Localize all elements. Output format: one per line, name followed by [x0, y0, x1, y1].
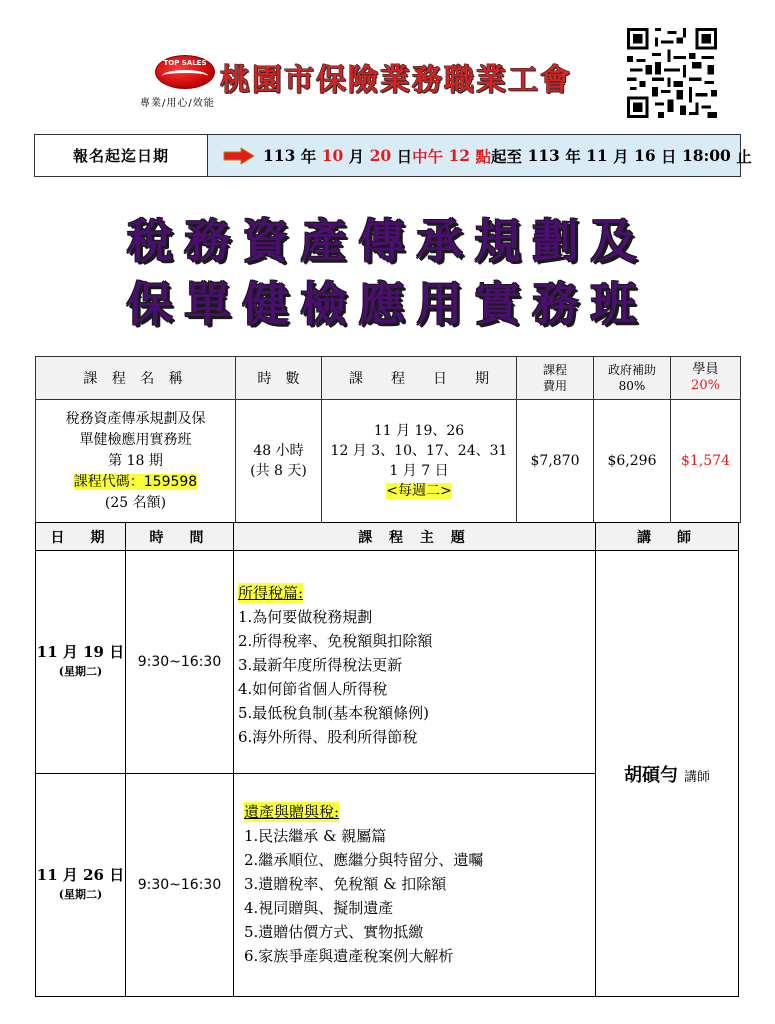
session-date: 11 月 26 日: [36, 866, 125, 884]
header-date: 日 期: [36, 523, 126, 551]
dates-january: 1 月 7 日: [389, 463, 449, 479]
end-time: 18:00: [681, 146, 731, 165]
dates-november: 11 月 19、26: [373, 423, 465, 439]
hours-total: 48 小時: [253, 443, 304, 459]
teacher-title: 講師: [683, 769, 710, 785]
hours-days: (共 8 天): [250, 463, 307, 479]
student-pay-cell: $1,574: [671, 400, 741, 523]
course-code: 課程代碼：159598: [73, 473, 198, 490]
course-dates-cell: [322, 400, 517, 523]
weekday-note: <每週二>: [386, 483, 452, 499]
course-info-header-row: [36, 357, 741, 400]
header-subsidy: [594, 357, 671, 400]
course-name-line1: 稅務資產傳承規劃及保: [65, 410, 206, 427]
start-hour-unit: 點: [475, 146, 492, 166]
end-month: 11: [586, 146, 608, 165]
logo-text: TOP SALES: [163, 59, 207, 67]
header-course-name: 課 程 名 稱: [36, 357, 236, 400]
session-topic-cell: [234, 551, 596, 774]
arrow-right-icon: [223, 147, 255, 165]
session-date-cell: [36, 551, 126, 774]
topic-item: 3.遺贈稅率、免稅額 & 扣除額: [244, 875, 447, 893]
topic-item: 4.視同贈與、擬制遺產: [244, 899, 394, 917]
topic-item: 6.家族爭產與遺產稅案例大解析: [244, 947, 454, 965]
header-fee-line2: 費用: [542, 379, 567, 393]
header-topic: 課 程 主 題: [234, 523, 596, 551]
topic-list: [238, 824, 595, 968]
teacher-name: 胡碩勻: [623, 764, 678, 786]
header-fee-line1: 課程: [542, 363, 567, 377]
schedule-row: [36, 551, 739, 774]
header-course-dates: 課 程 日 期: [322, 357, 517, 400]
header-student-pay: [671, 357, 741, 400]
subsidy-cell: $6,296: [594, 400, 671, 523]
start-hour: 12: [448, 146, 471, 165]
course-name-line2: 單健檢應用實務班: [79, 431, 192, 448]
course-title-line-1: 稅務資產傳承規劃及: [126, 214, 649, 268]
course-info-table: [35, 356, 741, 523]
topic-title: 遺產與贈與稅:: [244, 803, 340, 821]
end-year: 113: [527, 146, 560, 165]
header-fee: [517, 357, 594, 400]
topic-item: 5.遺贈估價方式、實物抵繳: [244, 923, 424, 941]
session-time: 9:30~16:30: [126, 551, 234, 774]
header-student-line1: 學員: [692, 362, 719, 377]
start-noon: 中午: [412, 146, 444, 166]
start-year: 113: [263, 146, 296, 165]
slogan: 專業/用心/效能: [140, 98, 215, 109]
qr-code-icon[interactable]: [627, 28, 717, 118]
course-name-cell: [36, 400, 236, 523]
session-date-cell: [36, 774, 126, 997]
topic-item: 2.繼承順位、應繼分與特留分、遺囑: [244, 851, 484, 869]
topic-item: 1.為何要做稅務規劃: [238, 608, 373, 626]
dates-december: 12 月 3、10、17、24、31: [330, 443, 508, 459]
topic-item: 5.最低稅負制(基本稅額條例): [238, 704, 430, 722]
end-day: 16: [634, 146, 656, 165]
header-student-line2: 20%: [691, 378, 720, 393]
course-session: 第 18 期: [108, 452, 163, 469]
from-to: 起至: [491, 146, 523, 166]
year-unit: 年: [565, 146, 581, 166]
topic-item: 3.最新年度所得稅法更新: [238, 656, 403, 674]
fee-cell: $7,870: [517, 400, 594, 523]
topic-title: 所得稅篇:: [238, 584, 304, 602]
course-info-row: [36, 400, 741, 523]
header-hours: 時 數: [236, 357, 322, 400]
topic-item: 6.海外所得、股利所得節稅: [238, 728, 418, 746]
organization-name: 桃園市保險業務職業工會: [220, 63, 572, 98]
topic-list: [238, 605, 595, 749]
header-teacher: 講 師: [596, 523, 739, 551]
schedule-header-row: [36, 523, 739, 551]
month-unit: 月: [613, 146, 629, 166]
year-unit: 年: [300, 146, 317, 166]
schedule-table: [35, 522, 739, 997]
topic-item: 1.民法繼承 & 親屬篇: [244, 827, 387, 845]
teacher-cell: [596, 551, 739, 997]
end-marker: 止: [736, 146, 752, 166]
start-month: 10: [321, 146, 344, 165]
header-subsidy-line2: 80%: [618, 379, 646, 393]
header-subsidy-line1: 政府補助: [607, 363, 656, 377]
session-topic-cell: [234, 774, 596, 997]
registration-period-bar: [34, 134, 752, 177]
header-time: 時 間: [126, 523, 234, 551]
month-unit: 月: [348, 146, 365, 166]
topic-item: 4.如何節省個人所得稅: [238, 680, 388, 698]
topic-item: 2.所得稅率、免稅額與扣除額: [238, 632, 433, 650]
session-weekday: (星期二): [58, 888, 103, 901]
union-logo: [155, 55, 215, 89]
course-title-line-2: 保單健檢應用實務班: [126, 277, 649, 331]
day-unit: 日: [661, 146, 677, 166]
session-weekday: (星期二): [58, 665, 103, 678]
day-unit: 日: [396, 146, 413, 166]
registration-label: 報名起迄日期: [35, 135, 208, 176]
start-day: 20: [369, 146, 392, 165]
registration-dates: [208, 135, 752, 176]
session-time: 9:30~16:30: [126, 774, 234, 997]
hours-cell: [236, 400, 322, 523]
course-quota: (25 名額): [104, 494, 167, 511]
session-date: 11 月 19 日: [36, 643, 125, 661]
